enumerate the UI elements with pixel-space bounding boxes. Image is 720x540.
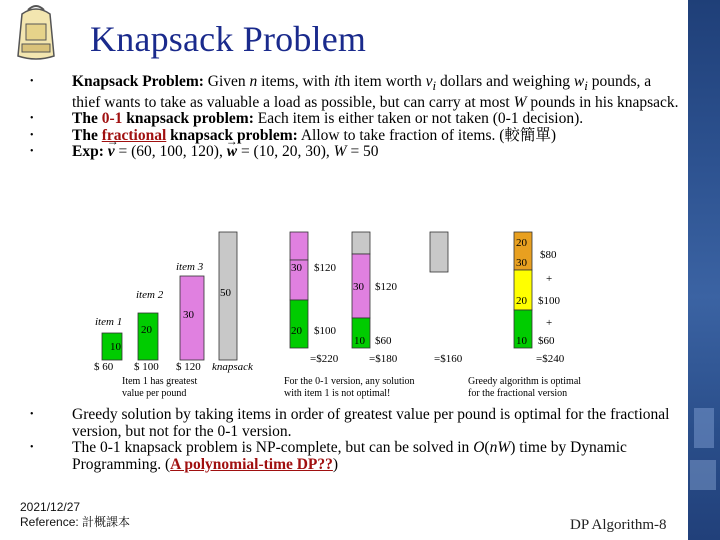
item1-label: item 1: [95, 316, 123, 328]
bullet-dot: •: [30, 113, 34, 125]
sol1-bottom: [290, 300, 308, 348]
frac-mid-weight: 20: [516, 295, 527, 307]
caption-3-line1: Greedy algorithm is optimal: [468, 376, 582, 387]
bullet-np-complete: • The 0-1 knapsack problem is NP-complete, but can be solved in O(nW) time by Dynamic Programming. (A polynomial-time DP??): [30, 439, 627, 473]
sol2-a-value: $120: [375, 281, 397, 293]
bullet-example: • Exp: v → = (60, 100, 120), w → = (10, 20, 30), W = 50: [30, 144, 680, 161]
sol2-total: =$180: [369, 353, 398, 365]
bullet-dot: •: [30, 129, 34, 141]
caption-1-line1: Item 1 has greatest: [122, 376, 198, 387]
bullet-list: [30, 74, 680, 161]
bullet-greedy: • Greedy solution by taking items in order of greatest value per pound is optimal for the fractional version, but not for the 0-1 version.: [30, 406, 670, 440]
bullet-fractional-knapsack: • The fractional knapsack problem: Allow to take fraction of items. (較簡單): [30, 126, 557, 144]
frac-plus-1: +: [546, 273, 553, 285]
frac-top-weight: 20: [516, 237, 527, 249]
item3-label: item 3: [176, 261, 204, 273]
sol1-b-weight: 20: [291, 325, 302, 337]
item2-label: item 2: [136, 289, 164, 301]
decorative-side-band: [688, 0, 720, 540]
item3-price: $ 120: [176, 361, 201, 373]
sol2-b-weight: 10: [354, 335, 365, 347]
backpack-logo: [4, 4, 68, 64]
item2-price: $ 100: [134, 361, 159, 373]
frac-bot-weight: 10: [516, 335, 527, 347]
footer-left: [20, 500, 130, 530]
sol3-total: =$160: [434, 353, 463, 365]
caption-3-line2: for the fractional version: [468, 388, 568, 399]
slide-title: Knapsack Problem: [90, 19, 367, 59]
bullet-dot: •: [30, 409, 34, 420]
caption-2-line2: with item 1 is not optimal!: [284, 388, 391, 399]
sol2-b-value: $60: [375, 335, 392, 347]
frac-top-weight-2: 30: [516, 257, 527, 269]
item1-weight: 10: [110, 341, 121, 353]
footer-date: 2021/12/27: [20, 500, 81, 514]
frac-total: =$240: [536, 353, 565, 365]
sol1-total: =$220: [310, 353, 339, 365]
knapsack-capacity: 50: [220, 287, 231, 299]
footer-reference: Reference: 計概課本: [20, 515, 131, 529]
bullet-dot: •: [30, 76, 34, 87]
bullet-dot: •: [30, 442, 34, 453]
knapsack-label: knapsack: [212, 361, 253, 373]
caption-2-line1: For the 0-1 version, any solution: [284, 376, 415, 387]
footer-page-label: DP Algorithm-8: [570, 517, 667, 533]
sol1-b-value: $100: [314, 325, 336, 337]
sol1-a-value: $120: [314, 262, 336, 274]
knapsack-figure: [88, 226, 588, 404]
frac-top-value: $80: [540, 249, 557, 261]
item2-box: [138, 313, 158, 360]
sol2-a-weight: 30: [353, 281, 364, 293]
lower-bullet-list: [30, 407, 680, 473]
sol1-a-weight: 30: [291, 262, 302, 274]
bullet-dot: •: [30, 146, 34, 158]
frac-mid-value: $100: [538, 295, 560, 307]
frac-bot-value: $60: [538, 335, 555, 347]
item2-weight: 20: [141, 324, 152, 336]
item3-weight: 30: [183, 309, 194, 321]
bullet-01-knapsack: • The 0-1 knapsack problem: Each item is either taken or not taken (0-1 decision).: [30, 110, 584, 128]
frac-plus-2: +: [546, 317, 553, 329]
bullet-definition: • Knapsack Problem: Given n items, with ith item worth $v_i$ dollars and weighing $w_i$ pounds, a thief wants to take as valuable a load as possible, but can carry at most W pounds in his knapsack.: [30, 73, 679, 111]
caption-1-line2: value per pound: [122, 388, 187, 399]
item1-price: $ 60: [94, 361, 114, 373]
